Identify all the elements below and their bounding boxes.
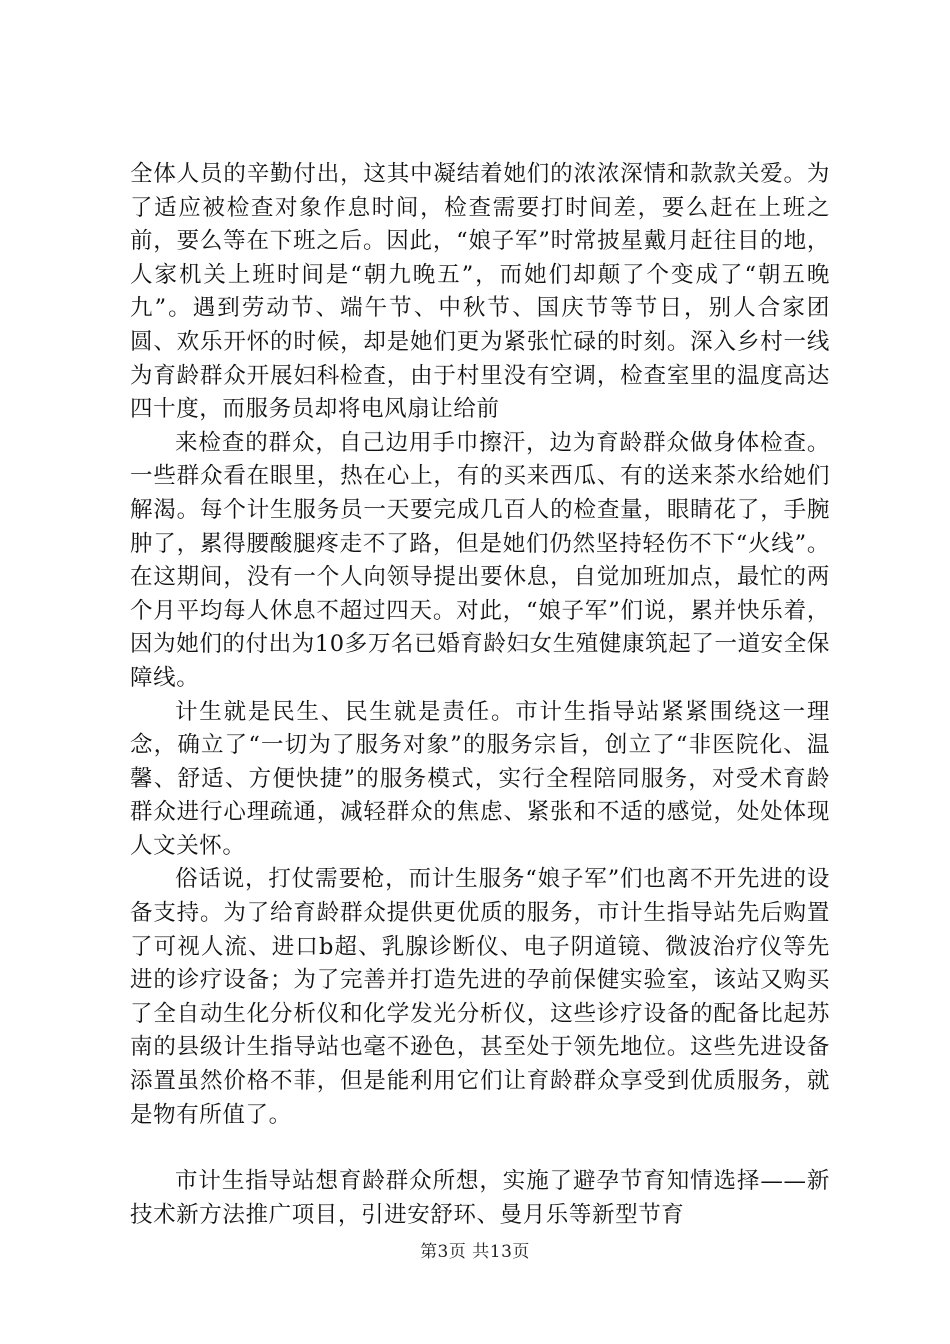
page-footer: 第3页 共13页 bbox=[420, 1242, 530, 1262]
paragraph-continuation: 全体人员的辛勤付出，这其中凝结着她们的浓浓深情和款款关爱。为了适应被检查对象作息时间，检查需要打时间差，要么赶在上班之前，要么等在下班之后。因此，“娘子军”时常披星戴月赶往目的地，人家机关上班时间是“朝九晚五”，而她们却颠了个变成了“朝五晚九”。遇到劳动节、端午节、中秋节、国庆节等节日，别人合家团圆、欢乐开怀的时候，却是她们更为紧张忙碌的时刻。深入乡村一线为育龄群众开展妇科检查，由于村里没有空调，检查室里的温度高达四十度，而服务员却将电风扇让给前 bbox=[130, 161, 830, 423]
paragraph-3: 计生就是民生、民生就是责任。市计生指导站紧紧围绕这一理念，确立了“一切为了服务对象”的服务宗旨，创立了“非医院化、温馨、舒适、方便快捷”的服务模式，实行全程陪同服务，对受术育龄群众进行心理疏通，减轻群众的焦虑、紧张和不适的感觉，处处体现人文关怀。 bbox=[130, 698, 830, 859]
document-body bbox=[130, 158, 830, 1232]
paragraph-2: 来检查的群众，自己边用手巾擦汗，边为育龄群众做身体检查。一些群众看在眼里，热在心上，有的买来西瓜、有的送来茶水给她们解渴。每个计生服务员一天要完成几百人的检查量，眼睛花了，手腕肿了，累得腰酸腿疼走不了路，但是她们仍然坚持轻伤不下“火线”。在这期间，没有一个人向领导提出要休息，自觉加班加点，最忙的两个月平均每人休息不超过四天。对此，“娘子军”们说，累并快乐着，因为她们的付出为10多万名已婚育龄妇女生殖健康筑起了一道安全保障线。 bbox=[130, 429, 830, 691]
paragraph-5: 市计生指导站想育龄群众所想，实施了避孕节育知情选择——新技术新方法推广项目，引进安舒环、曼月乐等新型节育 bbox=[130, 1168, 830, 1228]
paragraph-4: 俗话说，打仗需要枪，而计生服务“娘子军”们也离不开先进的设备支持。为了给育龄群众提供更优质的服务，市计生指导站先后购置了可视人流、进口b超、乳腺诊断仪、电子阴道镜、微波治疗仪等先进的诊疗设备；为了完善并打造先进的孕前保健实验室，该站又购买了全自动生化分析仪和化学发光分析仪，这些诊疗设备的配备比起苏南的县级计生指导站也毫不逊色，甚至处于领先地位。这些先进设备添置虽然价格不菲，但是能利用它们让育龄群众享受到优质服务，就是物有所值了。 bbox=[130, 866, 830, 1128]
